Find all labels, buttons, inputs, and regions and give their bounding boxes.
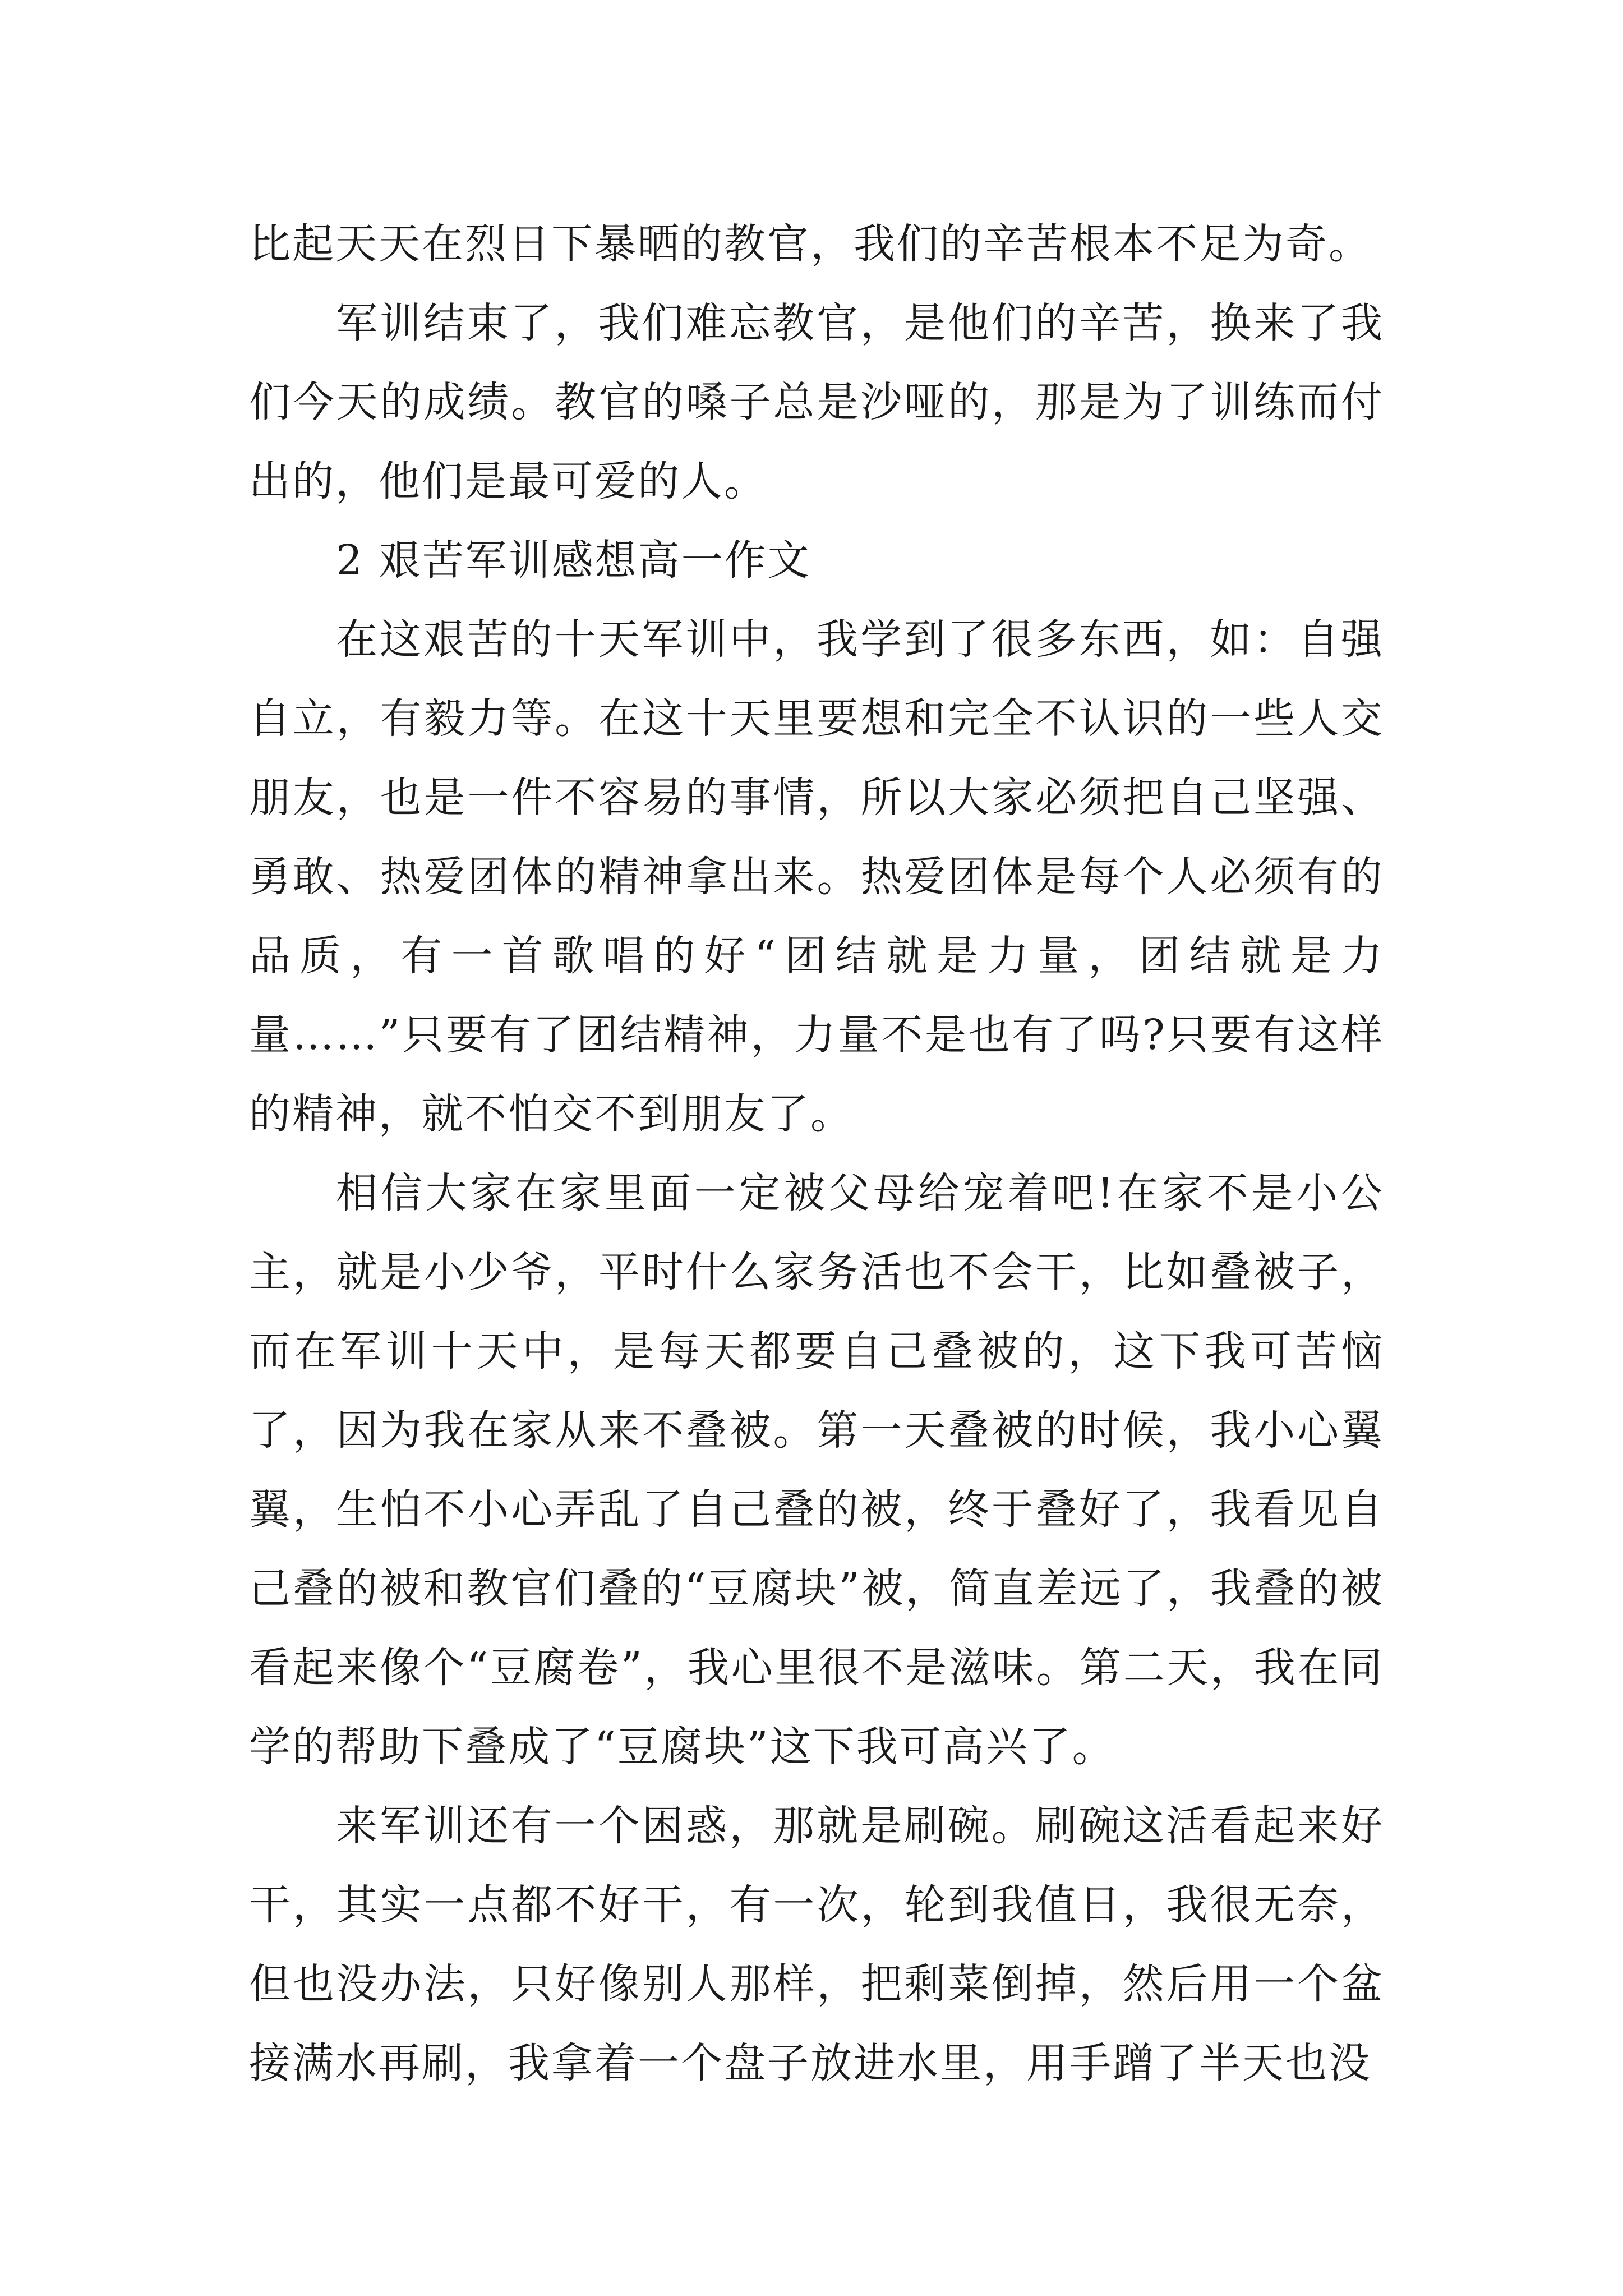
paragraph-continuation: 比起天天在烈日下暴晒的教官，我们的辛苦根本不足为奇。 bbox=[249, 220, 1372, 268]
section-heading: 2 艰苦军训感想高一作文 bbox=[336, 536, 811, 585]
paragraph: 相信大家在家里面一定被父母给宠着吧!在家不是小公主，就是小少爷，平时什么家务活也不会干，比如叠被子，而在军训十天中，是每天都要自己叠被的，这下我可苦恼了，因为我在家从来不叠被。第一天叠被的时候，我小心翼翼，生怕不小心弄乱了自己叠的被，终于叠好了，我看见自己叠的被和教官们叠的“豆腐块”被，简直差远了，我叠的被看起来像个“豆腐卷”，我心里很不是滋味。第二天，我在同学的帮助下叠成了“豆腐块”这下我可高兴了。 bbox=[249, 1169, 1384, 1771]
paragraph: 来军训还有一个困惑，那就是刷碗。刷碗这活看起来好干，其实一点都不好干，有一次，轮到我值日，我很无奈，但也没办法，只好像别人那样，把剩菜倒掉，然后用一个盆接满水再刷，我拿着一个盘子放进水里，用手蹭了半天也没 bbox=[249, 1802, 1384, 2087]
body-text bbox=[249, 205, 1384, 2103]
paragraph: 在这艰苦的十天军训中，我学到了很多东西，如：自强自立，有毅力等。在这十天里要想和完全不认识的一些人交朋友，也是一件不容易的事情，所以大家必须把自己坚强、勇敢、热爱团体的精神拿出来。热爱团体是每个人必须有的品质，有一首歌唱的好“团结就是力量，团结就是力量……”只要有了团结精神，力量不是也有了吗?只要有这样的精神，就不怕交不到朋友了。 bbox=[249, 615, 1384, 1138]
paragraph: 军训结束了，我们难忘教官，是他们的辛苦，换来了我们今天的成绩。教官的嗓子总是沙哑的，那是为了训练而付出的，他们是最可爱的人。 bbox=[249, 299, 1384, 505]
